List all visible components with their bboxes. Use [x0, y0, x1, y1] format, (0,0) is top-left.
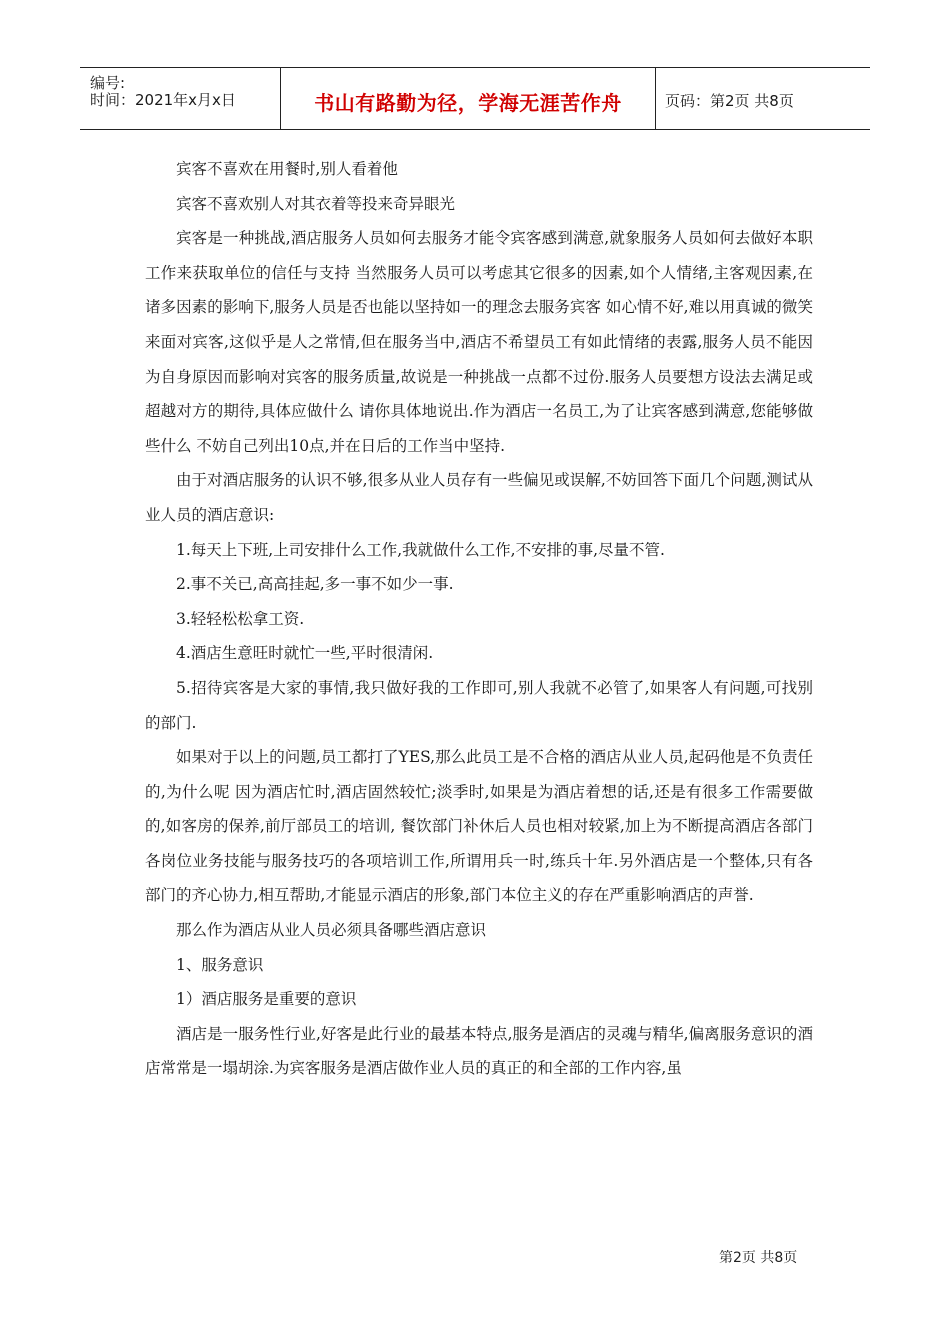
- paragraph: 宾客是一种挑战,酒店服务人员如何去服务才能令宾客感到满意,就象服务人员如何去做好本职工作来获取单位的信任与支持 当然服务人员可以考虑其它很多的因素,如个人情绪,主客观因素,在诸多因素的影响下,服务人员是否也能以坚持如一的理念去服务宾客 如心情不好,难以用真诚的微笑来面对宾客,这似乎是人之常情,但在服务当中,酒店不希望员工有如此情绪的表露,服务人员不能因为自身原因而影响对宾客的服务质量,故说是一种挑战一点都不过份.服务人员要想方设法去满足或超越对方的期待,具体应做什么 请你具体地说出.作为酒店一名员工,为了让宾客感到满意,您能够做些什么 不妨自己列出10点,并在日后的工作当中坚持.: [145, 229, 813, 455]
- paragraph: 由于对酒店服务的认识不够,很多从业人员存有一些偏见或误解,不妨回答下面几个问题,测试从业人员的酒店意识:: [145, 471, 813, 524]
- list-item: 2.事不关已,高高挂起,多一事不如少一事.: [176, 575, 454, 594]
- paragraph: 酒店是一服务性行业,好客是此行业的最基本特点,服务是酒店的灵魂与精华,偏离服务意识的酒店常常是一塌胡涂.为宾客服务是酒店做作业人员的真正的和全部的工作内容,虽: [145, 1024, 813, 1078]
- header-meta-cell: [80, 68, 280, 129]
- paragraph: 宾客不喜欢别人对其衣着等投来奇异眼光: [176, 194, 456, 213]
- list-item: 5.招待宾客是大家的事情,我只做好我的工作即可,别人我就不必管了,如果客人有问题,可找别的部门.: [145, 678, 813, 732]
- paragraph: 宾客不喜欢在用餐时,别人看着他: [176, 160, 398, 178]
- section-heading: 1、服务意识: [176, 955, 264, 974]
- document-number-label: 编号:: [90, 74, 126, 92]
- page-footer: 第2页 共8页: [719, 1250, 798, 1266]
- header-page-cell: [655, 68, 870, 129]
- list-item: 4.酒店生意旺时就忙一些,平时很清闲.: [176, 644, 434, 663]
- header-motto: 书山有路勤为径，学海无涯苦作舟: [314, 91, 622, 115]
- document-date: 时间：2021年x月x日: [90, 91, 236, 109]
- header-motto-cell: [280, 68, 656, 129]
- list-item: 3.轻轻松松拿工资.: [176, 609, 305, 628]
- list-item: 1.每天上下班,上司安排什么工作,我就做什么工作,不安排的事,尽量不管.: [176, 540, 665, 559]
- paragraph: 那么作为酒店从业人员必须具备哪些酒店意识: [176, 921, 487, 940]
- page-header: [80, 67, 870, 130]
- document-body: [145, 152, 813, 1086]
- paragraph: 如果对于以上的问题,员工都打了YES,那么此员工是不合格的酒店从业人员,起码他是不负责任的,为什么呢 因为酒店忙时,酒店固然较忙;淡季时,如果是为酒店着想的话,还是有很多工作需要做的,如客房的保养,前厅部员工的培训, 餐饮部门补休后人员也相对较紧,加上为不断提高酒店各部门各岗位业务技能与服务技巧的各项培训工作,所谓用兵一时,练兵十年.另外酒店是一个整体,只有各部门的齐心协力,相互帮助,才能显示酒店的形象,部门本位主义的存在严重影响酒店的声誉.: [145, 748, 813, 905]
- header-page-number: 页码：第2页 共8页: [665, 92, 794, 110]
- subsection-heading: 1）酒店服务是重要的意识: [176, 990, 357, 1009]
